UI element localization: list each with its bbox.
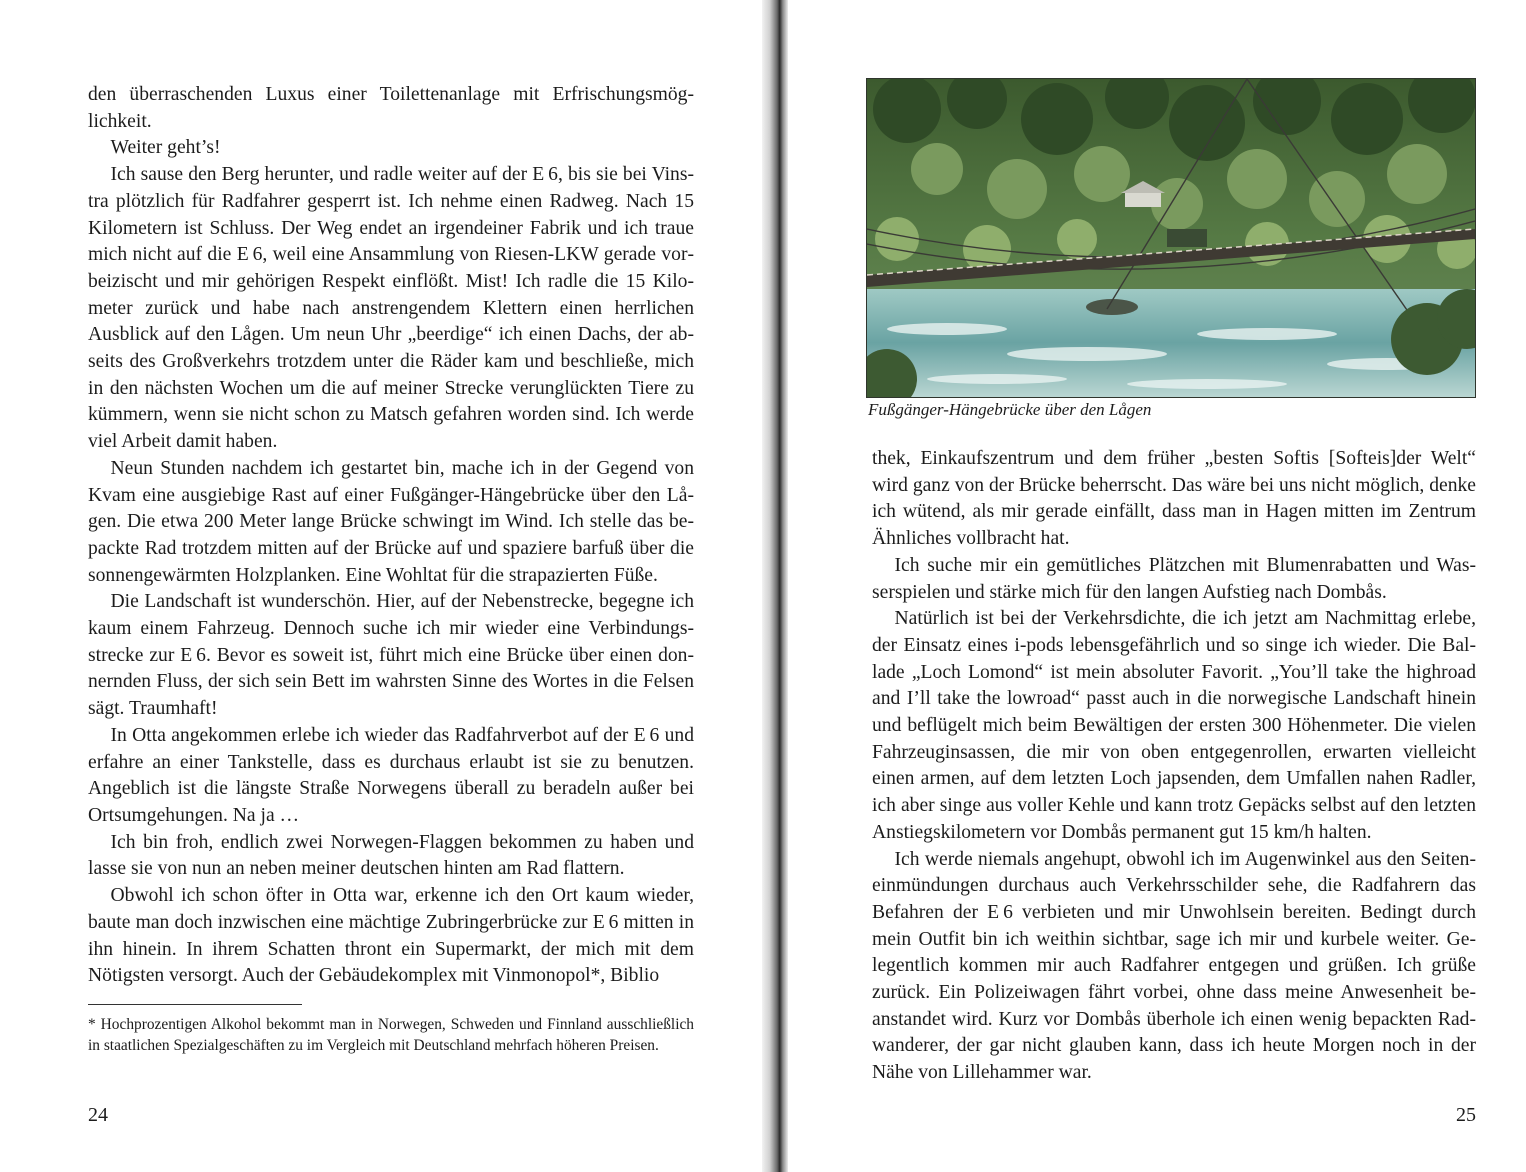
footnote: * Hochprozentigen Alkohol bekommt man in Norwegen, Schweden und Finnland ausschließlich in staatlichen Spezialgeschäften zu im Vergleich mit Deutschland mehrfach höheren Preisen. (88, 1016, 694, 1054)
page-number-left: 24 (88, 1104, 108, 1126)
right-paragraph-4: Ich werde niemals angehupt, obwohl ich im Augenwinkel aus den Seiteneinmündungen durchaus auch Verkehrsschilder sehe, die Radfahrern das Befahren der E 6 verbieten und mir Unwohlsein bereiten. Bedingt durch mein Outfit bin ich weithin sichtbar, sage ich mir und kurbele weiter. Gelegentlich kommen mir auch Radfahrer entgegen und grüßen. Ich grüße zurück. Ein Polizeiwagen fährt vorbei, ohne dass meine Anwesenheit beanstandet wird. Kurz vor Dombås überhole ich einen wenig bepackten Radwanderer, der gar nicht glauben kann, dass ich heute Morgen noch in der Nähe von Lillehammer war. (872, 848, 1476, 1084)
left-paragraph-2: Weiter geht’s! (110, 137, 221, 159)
left-page (0, 0, 762, 1172)
page-number-right: 25 (1456, 1104, 1476, 1126)
left-paragraph-5: Die Landschaft ist wunderschön. Hier, auf der Nebenstrecke, begegne ich kaum einem Fahrzeug. Dennoch suche ich mir wieder eine Verbindungsstrecke zur E 6. Bevor es soweit ist, führt mich eine Brücke über einen donnernden Fluss, der sich sein Bett im wahrsten Sinne des Wortes in die Felsen sägt. Traumhaft! (88, 591, 694, 720)
left-paragraph-8: Obwohl ich schon öfter in Otta war, erkenne ich den Ort kaum wieder, baute man doch inzwischen eine mächtige Zubringerbrücke zur E 6 mitten in ihn hinein. In ihrem Schatten thront ein Supermarkt, der mich mit dem Nötigsten versorgt. Auch der Gebäudekomplex mit Vinmonopol*, Biblio (88, 885, 694, 987)
photo-caption: Fußgänger-Hängebrücke über den Lågen (868, 400, 1152, 419)
right-paragraph-1: thek, Einkaufszentrum und dem früher „besten Softis [Softeis]der Welt“ wird ganz von der Brücke beherrscht. Das wäre bei uns nicht möglich, denke ich wütend, als mir gerade einfällt, dass man in Hagen mitten im Zentrum Ähnliches vollbracht hat. (872, 448, 1476, 550)
left-body-text (88, 82, 694, 990)
right-body-text (872, 446, 1476, 1087)
footnote-rule (88, 1004, 302, 1005)
bridge-photo (866, 78, 1476, 398)
left-paragraph-3: Ich sause den Berg herunter, und radle weiter auf der E 6, bis sie bei Vinstra plötzlich für Radfahrer gesperrt ist. Ich nehme einen Radweg. Nach 15 Kilometern ist Schluss. Der Weg endet an irgendeiner Fabrik und ich traue mich nicht auf die E 6, weil eine Ansammlung von Riesen-LKW gerade vorbeizischt und mir gehörigen Respekt einflößt. Mist! Ich radle die 15 Kilometer zurück und habe nach anstrengendem Klettern einen herrlichen Ausblick auf den Lågen. Um neun Uhr „beerdige“ ich einen Dachs, der abseits des Großverkehrs trotzdem unter die Räder kam und beschließe, mich in den nächsten Wochen um die auf meiner Strecke verunglückten Tiere zu kümmern, wenn sie nicht schon zu Matsch gefahren worden sind. Ich werde viel Arbeit damit haben. (88, 164, 694, 453)
right-paragraph-3: Natürlich ist bei der Verkehrsdichte, die ich jetzt am Nachmittag erlebe, der Einsatz eines i-pods lebensgefährlich und so singe ich wieder. Die Ballade „Loch Lomond“ ist mein absoluter Favorit. „You’ll take the highroad and I’ll take the lowroad“ passt auch in die norwegische Landschaft hinein und beflügelt mich beim Bewältigen der ersten 300 Höhenmeter. Die vielen Fahrzeuginsassen, die mir von oben entgegenrollen, erwarten vielleicht einen armen, auf dem letzten Loch japsenden, dem Umfallen nahen Radler, ich aber singe aus voller Kehle und kann trotz Gepäcks selbst auf den letzten Anstiegskilometern vor Dombås permanent gut 15 km/h halten. (872, 608, 1476, 843)
left-paragraph-1: den überraschenden Luxus einer Toilettenanlage mit Erfrischungsmöglichkeit. (88, 84, 694, 132)
left-paragraph-4: Neun Stunden nachdem ich gestartet bin, mache ich in der Gegend von Kvam eine ausgiebige Rast auf einer Fußgänger-Hängebrücke über den Lågen. Die etwa 200 Meter lange Brücke schwingt im Wind. Ich stelle das bepackte Rad trotzdem mitten auf der Brücke auf und spaziere barfuß über die sonnengewärmten Holzplanken. Eine Wohltat für die strapazierten Füße. (88, 457, 694, 586)
right-paragraph-2: Ich suche mir ein gemütliches Plätzchen mit Blumenrabatten und Wasserspielen und stärke mich für den langen Aufstieg nach Dombås. (872, 554, 1476, 603)
book-gutter (762, 0, 788, 1172)
left-paragraph-7: Ich bin froh, endlich zwei Norwegen-Flaggen bekommen zu haben und lasse sie von nun an neben meiner deutschen hinten am Rad flattern. (88, 831, 694, 880)
left-paragraph-6: In Otta angekommen erlebe ich wieder das Radfahrverbot auf der E 6 und erfahre an einer Tankstelle, dass es durchaus erlaubt ist sie zu benutzen. Angeblich ist die längste Straße Norwegens überall zu beradeln außer bei Ortsumgehungen. Na ja … (88, 724, 694, 826)
bridge-photo-illustration (867, 79, 1475, 397)
